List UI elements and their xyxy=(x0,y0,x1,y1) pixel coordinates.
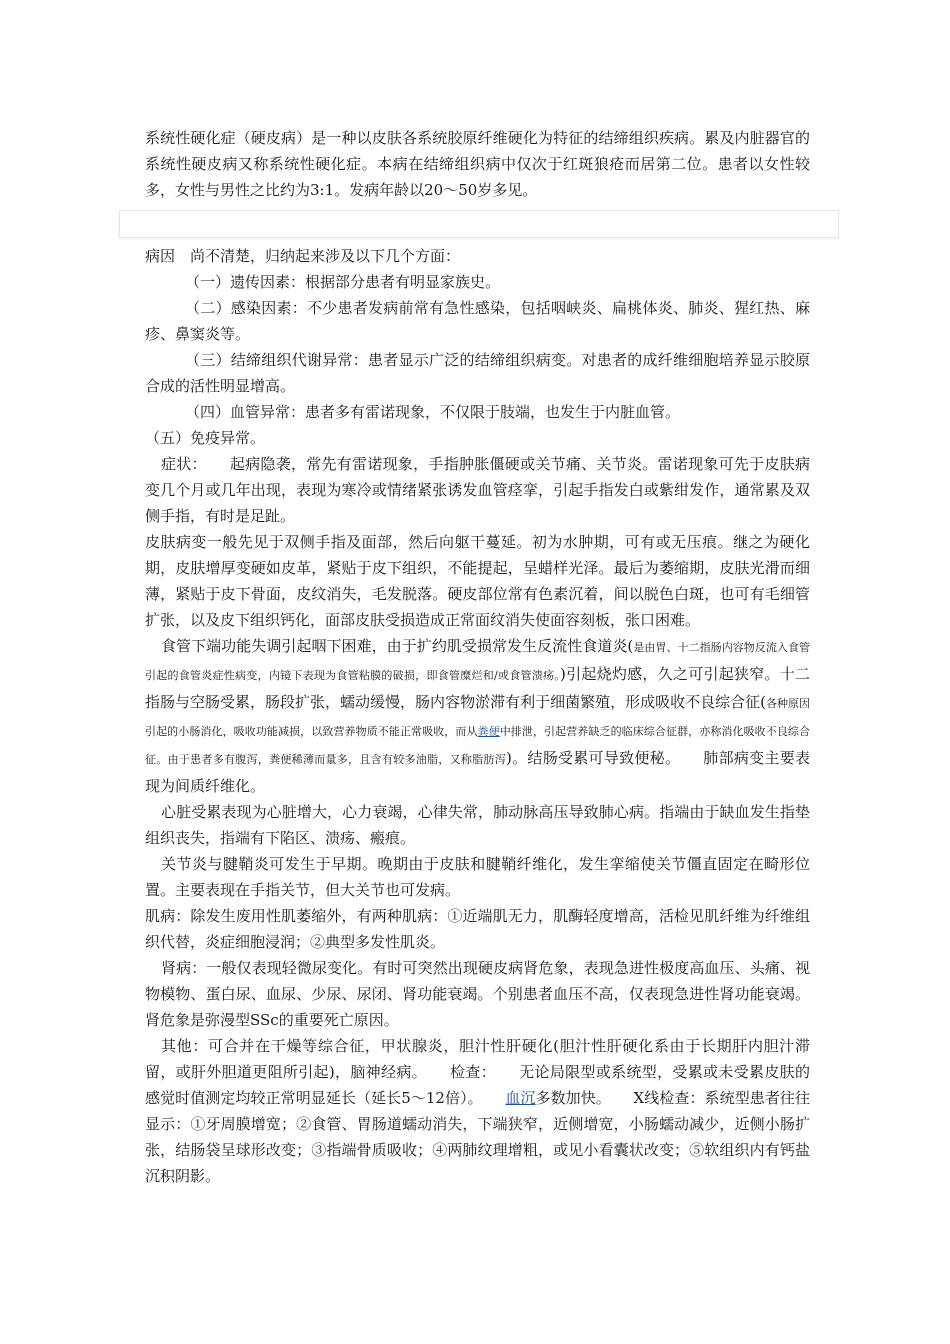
etiology-item-infection: （二）感染因素：不少患者发病前常有急性感染，包括咽峡炎、扁桃体炎、肺炎、猩红热、麻疹、鼻窦炎等。 xyxy=(145,299,810,343)
kidney-paragraph: 肾病：一般仅表现轻微尿变化。有时可突然出现硬皮病肾危象，表现急进性极度高血压、头痛、视物模物、蛋白尿、血尿、少尿、尿闭、肾功能衰竭。个别患者血压不高，仅表现急进性肾功能衰竭。肾危象是弥漫型SSc的重要死亡原因。 xyxy=(145,959,810,1029)
skin-lesion-paragraph: 皮肤病变一般先见于双侧手指及面部，然后向躯干蔓延。初为水肿期，可有或无压痕。继之为硬化期，皮肤增厚变硬如皮革，紧贴于皮下组织，不能提起，呈蜡样光泽。最后为萎缩期，皮肤光滑而细薄，紧贴于皮下骨面，皮纹消失，毛发脱落。硬皮部位常有色素沉着，间以脱色白斑，也可有毛细管扩张，以及皮下组织钙化，面部皮肤受损造成正常面纹消失使面容刻板，张口困难。 xyxy=(145,533,810,629)
etiology-heading: 病因 尚不清楚，归纳起来涉及以下几个方面： xyxy=(145,247,461,265)
document-body xyxy=(145,125,810,1189)
etiology-item-genetic: （一）遗传因素：根据部分患者有明显家族史。 xyxy=(185,273,501,291)
digestive-paragraph xyxy=(145,633,810,799)
symptoms-paragraph: 症状： 起病隐袭，常先有雷诺现象，手指肿胀僵硬或关节痛、关节炎。雷诺现象可先于皮肤病变几个月或几年出现，表现为寒冷或情绪紧张诱发血管痉挛，引起手指发白或紫绀发作，通常累及双侧手指，有时是足趾。 xyxy=(145,455,810,525)
xray-text: 多数加快。 X线检查：系统型患者往往显示：①牙周膜增宽；②食管、胃肠道蠕动消失，下端狭窄，近侧增宽，小肠蠕动减少，近侧小肠扩张，结肠袋呈球形改变；③指端骨质吸收；④两肺纹理增粗，或见小看囊状改变；⑤软组织内有钙盐沉积阴影。 xyxy=(145,1089,810,1185)
intro-paragraph: 系统性硬化症（硬皮病）是一种以皮肤各系统胶原纤维硬化为特征的结缔组织疾病。累及内脏器官的系统性硬皮病又称系统性硬化症。本病在结缔组织病中仅次于红斑狼疮而居第二位。患者以女性较多，女性与男性之比约为3:1。发病年龄以20～50岁多见。 xyxy=(145,129,810,199)
malabsorption-note-2: 中排泄，引起营养缺乏的临床综合征群，亦称消化吸收不良综合征。由于患者多有腹泻，粪便稀薄而量多，且含有较多油脂，又称脂肪泻 xyxy=(145,725,811,766)
digestive-text: 食管下端功能失调引起咽下困难，由于扩约肌受损常发生反流性食道炎( xyxy=(161,637,634,655)
etiology-item-connective: （三）结缔组织代谢异常：患者显示广泛的结缔组织病变。对患者的成纤维细胞培养显示胶原合成的活性明显增高。 xyxy=(145,351,810,395)
empty-text-box xyxy=(119,210,839,238)
joint-paragraph: 关节炎与腱鞘炎可发生于早期。晚期由于皮肤和腱鞘纤维化，发生挛缩使关节僵直固定在畸形位置。主要表现在手指关节，但大关节也可发病。 xyxy=(145,855,810,899)
other-text: 其他：可合并在干燥等综合征，甲状腺炎，胆汁性肝硬化(胆汁性肝硬化系由于长期肝内胆汁滞留，或肝外胆道更阻所引起)，脑神经病。 检查： 无论局限型或系统型，受累或未受累皮肤的感觉时值测定均较正常明显延长（延长5～12倍）。 xyxy=(145,1037,810,1107)
heart-paragraph: 心脏受累表现为心脏增大，心力衰竭，心律失常，肺动脉高压导致肺心病。指端由于缺血发生指垫组织丧失，指端有下陷区、溃疡、瘢痕。 xyxy=(145,803,810,847)
muscle-paragraph: 肌病：除发生废用性肌萎缩外，有两种肌病：①近端肌无力，肌酶轻度增高，活检见肌纤维为纤维组织代替，炎症细胞浸润；②典型多发性肌炎。 xyxy=(145,907,810,951)
etiology-item-immune: （五）免疫异常。 xyxy=(145,429,266,447)
esr-link[interactable]: 血沉 xyxy=(505,1089,536,1107)
feces-link[interactable]: 粪便 xyxy=(477,725,500,738)
digestive-text-2: )引起烧灼感，久之可引起狭窄。十二指肠与空肠受累，肠段扩张，蠕动缓慢，肠内容物淤滞有利于细菌繁殖，形成吸收不良综合征( xyxy=(145,665,810,711)
digestive-text-3: )。结肠受累可导致便秘。 肺部病变主要表现为间质纤维化。 xyxy=(145,749,811,795)
etiology-item-vascular: （四）血管异常：患者多有雷诺现象，不仅限于肢端，也发生于内脏血管。 xyxy=(185,403,681,421)
reflux-note: 是由胃、十二指肠内容物反流入食管引起的食管炎症性病变，内镜下表现为食管粘膜的破损，即食管糜烂和/或食管溃疡。 xyxy=(145,641,811,682)
other-exam-paragraph xyxy=(145,1033,810,1189)
malabsorption-note: 各种原因引起的小肠消化，吸收功能减损，以致营养物质不能正常吸收，而从 xyxy=(145,697,810,738)
